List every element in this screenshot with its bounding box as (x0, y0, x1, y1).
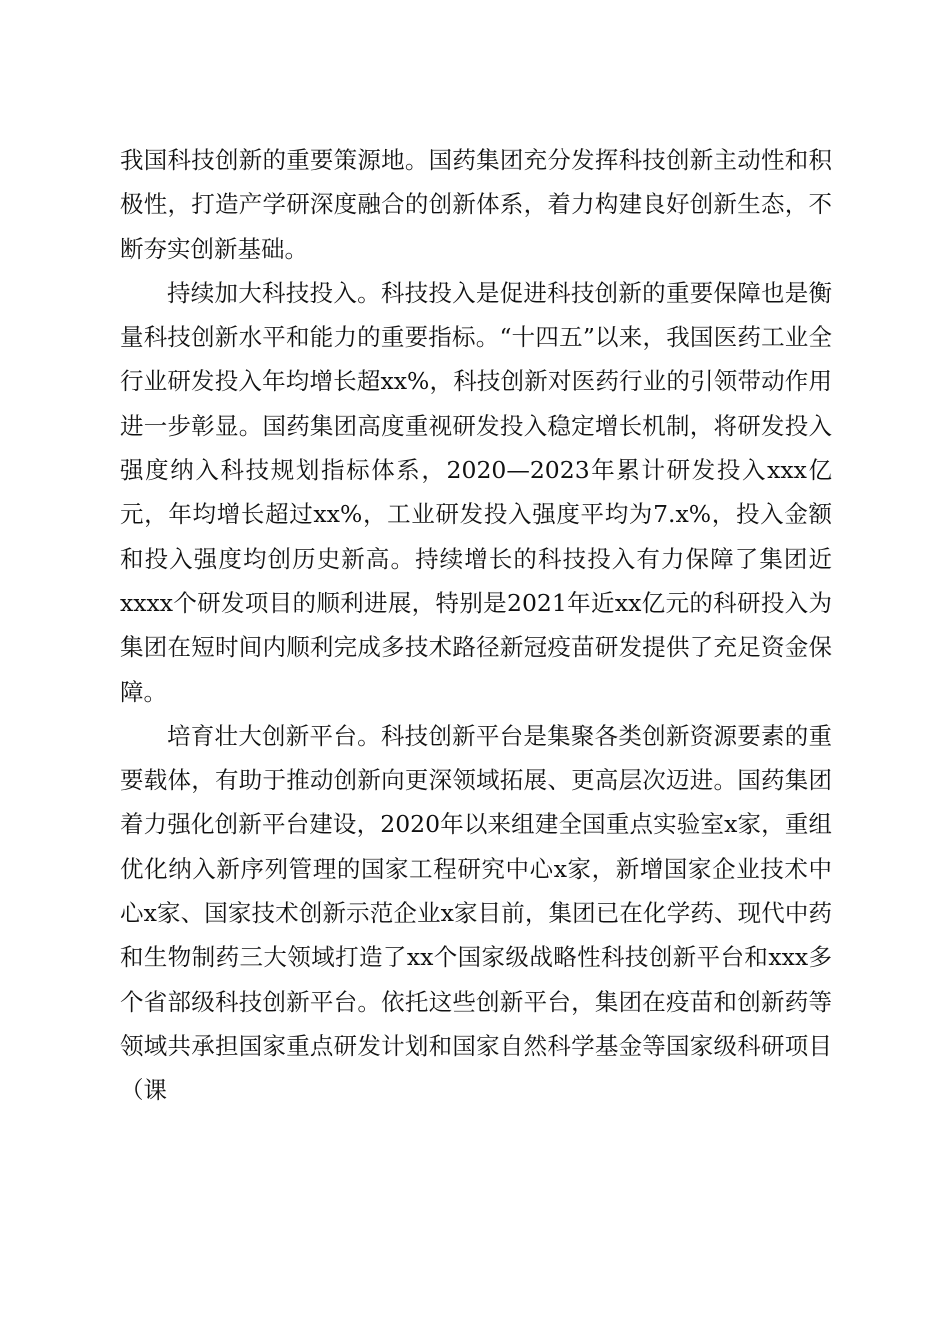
paragraph-3: 培育壮大创新平台。科技创新平台是集聚各类创新资源要素的重要载体，有助于推动创新向更深领域拓展、更高层次迈进。国药集团着力强化创新平台建设，2020年以来组建全国重点实验室x家，重组优化纳入新序列管理的国家工程研究中心x家，新增国家企业技术中心x家、国家技术创新示范企业x家目前，集团已在化学药、现代中药和生物制药三大领域打造了xx个国家级战略性科技创新平台和xxx多个省部级科技创新平台。依托这些创新平台，集团在疫苗和创新药等领域共承担国家重点研发计划和国家自然科学基金等国家级科研项目（课 (120, 721, 832, 1105)
document-body (120, 138, 832, 1113)
paragraph-1: 我国科技创新的重要策源地。国药集团充分发挥科技创新主动性和积极性，打造产学研深度融合的创新体系，着力构建良好创新生态，不断夯实创新基础。 (120, 146, 832, 263)
paragraph-2: 持续加大科技投入。科技投入是促进科技创新的重要保障也是衡量科技创新水平和能力的重要指标。“十四五”以来，我国医药工业全行业研发投入年均增长超xx%，科技创新对医药行业的引领带动作用进一步彰显。国药集团高度重视研发投入稳定增长机制，将研发投入强度纳入科技规划指标体系，2020—2023年累计研发投入xxx亿元，年均增长超过xx%，工业研发投入强度平均为7.x%，投入金额和投入强度均创历史新高。持续增长的科技投入有力保障了集团近xxxx个研发项目的顺利进展，特别是2021年近xx亿元的科研投入为集团在短时间内顺利完成多技术路径新冠疫苗研发提供了充足资金保障。 (120, 278, 832, 706)
